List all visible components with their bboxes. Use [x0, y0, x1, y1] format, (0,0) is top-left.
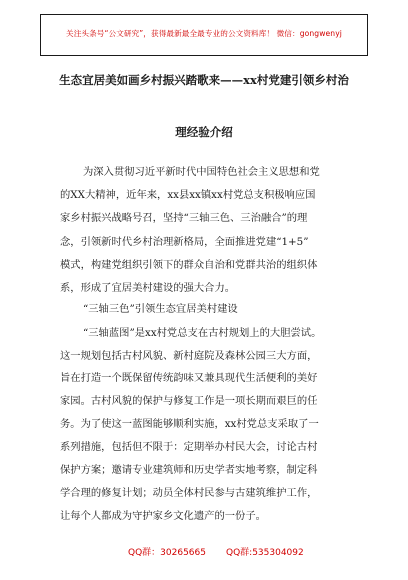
section-heading: “三轴三色”引领生态宜居美村建设: [83, 303, 238, 315]
body-line: 家乡村振兴战略号召，坚持“三轴三色、三治融合”的理: [60, 212, 308, 224]
footer-qq-group-2: QQ群:535304092: [226, 548, 304, 558]
body-line: 家园。古村风貌的保护与修复工作是一项长期而艰巨的任: [60, 395, 318, 407]
body-line: 念，引领新时代乡村治理新格局，全面推进党建“1+5”: [60, 236, 309, 248]
document-title-line-2: 理经验介绍: [175, 125, 233, 139]
header-banner-box: [40, 14, 368, 56]
body-line: 系列措施，包括但不限于：定期举办村民大会，讨论古村: [60, 441, 318, 453]
document-title-line-1: 生态宜居美如画乡村振兴踏歌来——xx村党建引领乡村治: [59, 73, 349, 87]
body-line: 系，形成了宜居美村建设的强大合力。: [60, 282, 236, 294]
body-line: 这一规划包括古村风貌、新村庭院及森林公园三大方面，: [60, 350, 318, 362]
body-line: 让每个人都成为守护家乡文化遗产的一份子。: [60, 510, 266, 522]
body-line: 保护方案；邀请专业建筑师和历史学者实地考察，制定科: [60, 464, 318, 476]
body-line: 务。为了使这一蓝图能够顺利实施，xx村党总支采取了一: [60, 418, 319, 430]
body-line: 学合理的修复计划；动员全体村民参与古建筑维护工作，: [60, 487, 318, 499]
body-line: 旨在打造一个既保留传统韵味又兼具现代生活便利的美好: [60, 372, 318, 384]
body-line: 为深入贯彻习近平新时代中国特色社会主义思想和党: [83, 166, 320, 178]
header-banner-text: 关注头条号“公文研究”，获得最新最全最专业的公文资料库！ 微信：gongwenyj: [66, 29, 342, 38]
body-line: 模式，构建党组织引领下的群众自治和党群共治的组织体: [60, 259, 318, 271]
body-line: 的XX大精神，近年来，xx县xx镇xx村党总支积极响应国: [60, 189, 316, 201]
footer-qq-group-1: QQ群：30265665: [128, 548, 206, 558]
body-line: “三轴蓝图”是xx村党总支在古村规划上的大胆尝试。: [83, 327, 322, 339]
